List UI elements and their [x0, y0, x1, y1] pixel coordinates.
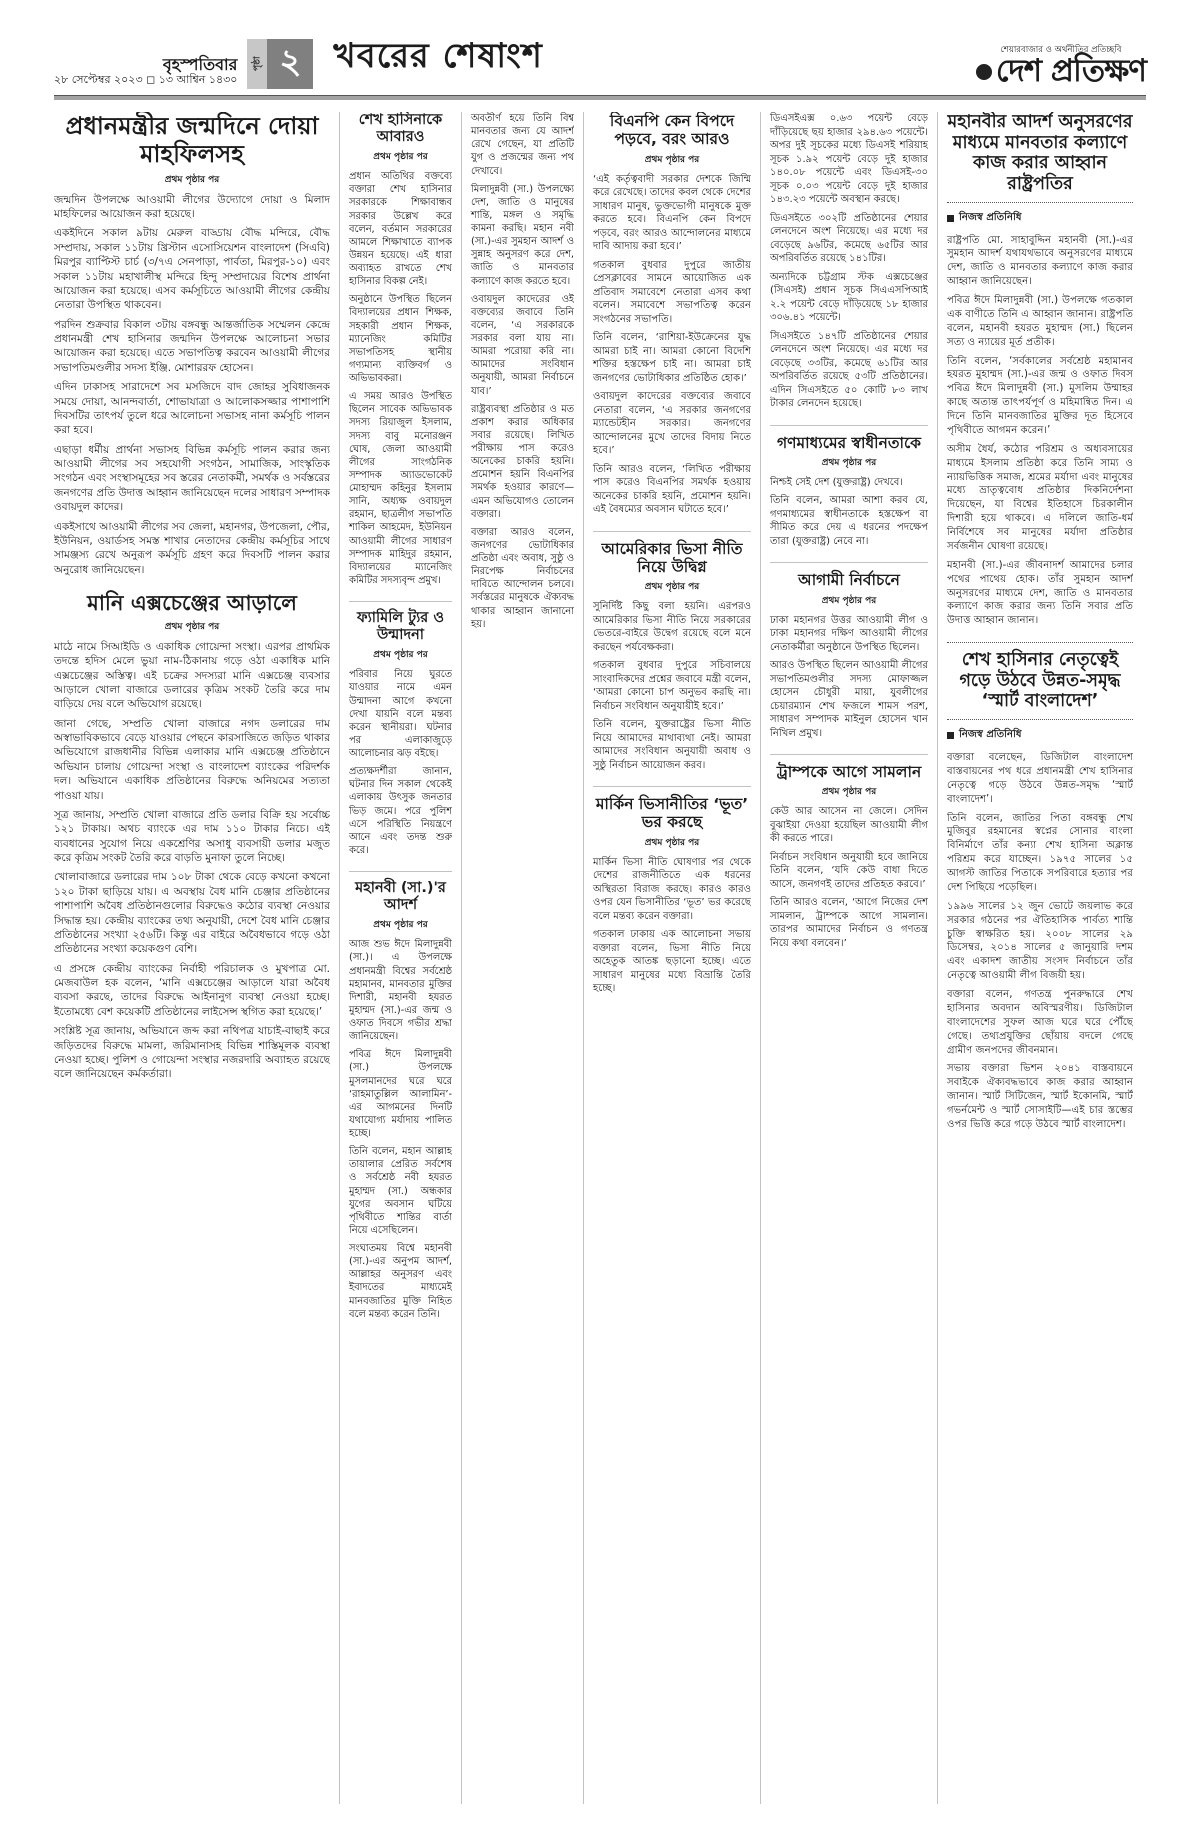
article-paragraph: বক্তারা আরও বলেন, জনগণের ভোটাধিকার প্রতিষ্ঠা এবং অবাধ, সুষ্ঠু ও নিরপেক্ষ নির্বাচনের দাবিতে আন্দোলন চলবে। সর্বস্তরের মানুষকে ঐক্যবদ্ধ থাকার আহ্বান জানানো হয়।	[471, 526, 574, 630]
article-paragraph: তিনি বলেন, যুক্তরাষ্ট্রের ভিসা নীতি নিয়ে আমাদের মাথাব্যথা নেই। আমরা আমাদের সংবিধান অনুযায়ী অবাধ ও সুষ্ঠু নির্বাচন আয়োজন করব।	[593, 719, 751, 771]
article-paragraph: এ সময় আরও উপস্থিত ছিলেন সাবেক অভিভাবক সদস্য রিয়াজুল ইসলাম, সদস্য বাবু মনোরঞ্জন ঘোষ, জেলা আওয়ামী লীগের সাংগঠনিক সম্পাদক অ্যাডভোকেট মোহাম্মদ কহিনুর ইসলাম সানি, অধ্যক্ষ ওবায়দুল রহমান, ছাত্রলীগ সভাপতি শাকিল আহমেদ, ইউনিয়ন আওয়ামী লীগের সাধারণ সম্পাদক মাহিদুর রহমান, বিদ্যালয়ের ম্যানেজিং কমিটির সদস্যবৃন্দ প্রমুখ।	[349, 391, 452, 586]
byline-text: নিজস্ব প্রতিনিধি	[959, 729, 1022, 741]
article-divider	[770, 562, 928, 563]
article-headline: শেখ হাসিনাকে আবারও	[358, 112, 443, 146]
article-headline: মানি এক্সচেঞ্জের আড়ালে	[87, 591, 297, 615]
column-5	[760, 112, 928, 1804]
article-smart-bangladesh	[947, 650, 1133, 1132]
article-paragraph: তিনি আরও বলেন, ‘লিখিত পরীক্ষায় পাস করেও বিএনপির সমর্থক হওয়ায় অনেকের চাকরি হয়নি, প্রমোশন হয়নি। এই বৈষম্যের অবসান ঘটাতে হবে।’	[593, 463, 751, 516]
article-paragraph: খোলাবাজারে ডলারের দাম ১০৮ টাকা থেকে বেড়ে কখনো কখনো ১২০ টাকা ছাড়িয়ে যায়। এ অবস্থায় বৈধ মানি চেঞ্জার প্রতিষ্ঠানের পাশাপাশি অবৈধ প্রতিষ্ঠানগুলোর বিরুদ্ধেও কঠোর ব্যবস্থা নেওয়ার সিদ্ধান্ত হয়। কেন্দ্রীয় ব্যাংকের তথ্য অনুযায়ী, দেশে বৈধ মানি চেঞ্জার প্রতিষ্ঠানের সংখ্যা ২৫৬টি। কিন্তু এর বাইরে অবৈধভাবে গড়ে ওঠা প্রতিষ্ঠানের সংখ্যা কয়েকগুণ বেশি।	[54, 871, 330, 956]
article-paragraph: পবিত্র ঈদে মিলাদুন্নবী (সা.) উপলক্ষে মুসলমানদের ঘরে ঘরে ‘রাহমাতুল্লিল আলামিন’-এর আগমনের দিনটি যথাযোগ্য মর্যাদায় পালিত হচ্ছে।	[349, 1049, 452, 1140]
article-paragraph: ১৯৯৬ সালের ১২ জুন ভোটে জয়লাভ করে সরকার গঠনের পর ঐতিহাসিক পার্বত্য শান্তি চুক্তি স্বাক্ষরিত হয়। ২০০৮ সালের ২৯ ডিসেম্বর, ২০১৪ সালের ৫ জানুয়ারি দশম এবং একাদশ জাতীয় সংসদ নির্বাচনে তাঁর নেতৃত্বে আওয়ামী লীগ বিজয়ী হয়।	[947, 900, 1133, 982]
article-headline: ফ্যামিলি ট্যুর ও উন্মাদনা	[356, 610, 444, 644]
byline-row	[947, 210, 1133, 227]
page-header	[54, 30, 1146, 89]
article-paragraph: জানা গেছে, সম্প্রতি খোলা বাজারে নগদ ডলারের দাম অস্বাভাবিকভাবে বেড়ে যাওয়ার পেছনে কারসাজিতে জড়িত থাকার অভিযোগে রাজধানীর বিভিন্ন এলাকার মানি এক্সচেঞ্জ প্রতিষ্ঠানে অভিযান চালায় গোয়েন্দা সংস্থা ও বাংলাদেশ ব্যাংকের পরিদর্শক দল। অভিযানে একাধিক প্রতিষ্ঠানের বিরুদ্ধে অনিয়মের সত্যতা পাওয়া যায়।	[54, 717, 330, 802]
dotted-rule	[947, 719, 1133, 720]
continued-from-front: প্রথম পৃষ্ঠার পর	[821, 457, 877, 468]
byline-text: নিজস্ব প্রতিনিধি	[959, 211, 1022, 223]
article-paragraph: গতকাল ঢাকায় এক আলোচনা সভায় বক্তারা বলেন, ভিসা নীতি নিয়ে অহেতুক আতঙ্ক ছড়ানো হচ্ছে। এতে সাধারণ মানুষের মধ্যে বিভ্রান্তি তৈরি হচ্ছে।	[593, 929, 751, 995]
article-pm-birthday	[54, 112, 330, 577]
article-divider	[349, 601, 452, 602]
article-paragraph: এ প্রসঙ্গে কেন্দ্রীয় ব্যাংকের নির্বাহী পরিচালক ও মুখপাত্র মো. মেজবাউল হক বলেন, ‘মানি এক্সচেঞ্জের আড়ালে যারা অবৈধ ব্যবসা করছে, তাদের বিরুদ্ধে আইনানুগ ব্যবস্থা নেওয়া হচ্ছে। ইতোমধ্যে বেশ কয়েকটি প্রতিষ্ঠানের লাইসেন্স স্থগিত করা হয়েছে।’	[54, 962, 330, 1018]
article-headline: গণমাধ্যমের স্বাধীনতাকে	[776, 433, 922, 452]
weekday: বৃহস্পতিবার	[162, 54, 238, 74]
article-paragraph: তিনি বলেন, জাতির পিতা বঙ্গবন্ধু শেখ মুজিবুর রহমানের স্বপ্নের সোনার বাংলা বিনির্মাণে তাঁর কন্যা শেখ হাসিনা অক্লান্ত পরিশ্রম করে যাচ্ছেন। ১৯৭৫ সালের ১৫ আগস্ট জাতির পিতাকে সপরিবারে হত্যার পর দেশ পিছিয়ে পড়েছিল।	[947, 812, 1133, 893]
column-2	[339, 112, 452, 1804]
article-visa-ghost	[593, 795, 751, 996]
header-rule	[54, 95, 1146, 100]
article-paragraph: নির্বাচন সংবিধান অনুযায়ী হবে জানিয়ে তিনি বলেন, ‘যদি কেউ বাধা দিতে আসে, জনগণই তাদের প্রতিহত করবে।’	[770, 851, 928, 890]
article-headline: বিএনপি কেন বিপদে পড়বে, বরং আরও	[609, 112, 735, 149]
article-paragraph: ওবায়দুল কাদেরের বক্তব্যের জবাবে নেতারা বলেন, ‘এ সরকার জনগণের ম্যান্ডেটহীন সরকার। জনগণের আন্দোলনের মুখে তাদের বিদায় নিতে হবে।’	[593, 391, 751, 457]
continued-from-front: প্রথম পৃষ্ঠার পর	[373, 152, 428, 163]
article-paragraph: কেউ আর আসেন না জেলে। সেদিন বুঝাইয়া দেওয়া হয়েছিল আওয়ামী লীগ কী করতে পারে।	[770, 806, 928, 845]
content-columns	[54, 112, 1146, 1804]
article-paragraph: সূত্র জানায়, সম্প্রতি খোলা বাজারে প্রতি ডলার বিক্রি হয় সর্বোচ্চ ১২১ টাকায়। অথচ ব্যাংকে এর দাম ১১০ টাকার নিচে। এই ব্যবধানের সুযোগ নিয়ে একশ্রেণির অসাধু ব্যবসায়ী ডলার মজুত করে কৃত্রিম সংকট তৈরি করে বাড়তি মুনাফা তুলে নিচ্ছে।	[54, 808, 330, 865]
article-paragraph: তিনি বলেন, ‘রাশিয়া-ইউক্রেনের যুদ্ধ আমরা চাই না। আমরা কোনো বিদেশি শক্তির হস্তক্ষেপ চাই না। আমরা চাই জনগণের ভোটাধিকার প্রতিষ্ঠিত হোক।’	[593, 332, 751, 384]
page-label: পৃষ্ঠা	[247, 39, 267, 89]
article-bnp-danger	[593, 112, 751, 517]
article-paragraph: সংশ্লিষ্ট সূত্র জানায়, অভিযানে জব্দ করা নথিপত্র যাচাই-বাছাই করে জড়িতদের বিরুদ্ধে মামলা, জরিমানাসহ বিভিন্ন শাস্তিমূলক ব্যবস্থা নেওয়া হচ্ছে। পুলিশ ও গোয়েন্দা সংস্থার নজরদারি অব্যাহত রয়েছে বলে জানিয়েছেন কর্মকর্তারা।	[54, 1025, 330, 1081]
article-divider	[593, 786, 751, 787]
article-divider	[770, 754, 928, 755]
article-paragraph: গতকাল বুধবার দুপুরে জাতীয় প্রেসক্লাবের সামনে আয়োজিত এক প্রতিবাদ সমাবেশে নেতারা এসব কথা বলেন। সমাবেশে সভাপতিত্ব করেন সংগঠনের সভাপতি।	[593, 259, 751, 325]
article-handle-trump	[770, 763, 928, 950]
continued-from-front: প্রথম পৃষ্ঠার পর	[373, 650, 428, 661]
column-3	[461, 112, 574, 1804]
continued-from-front: প্রথম পৃষ্ঠার পর	[164, 174, 220, 185]
article-next-election	[770, 571, 928, 740]
article-paragraph: গতকাল বুধবার দুপুরে সচিবালয়ে সাংবাদিকদের প্রশ্নের জবাবে মন্ত্রী বলেন, ‘আমরা কোনো চাপ অনুভব করছি না। নির্বাচন সংবিধান অনুযায়ীই হবে।’	[593, 660, 751, 712]
continued-from-front: প্রথম পৃষ্ঠার পর	[644, 582, 700, 593]
continuation-text-block	[471, 112, 574, 631]
article-paragraph: অবতীর্ণ হয়ে তিনি বিশ্ব মানবতার জন্য যে আদর্শ রেখে গেছেন, যা প্রতিটি যুগ ও প্রজন্মের জন্য পথ দেখাবে।	[471, 113, 574, 177]
article-headline: প্রধানমন্ত্রীর জন্মদিনে দোয়া মাহফিলসহ	[65, 112, 319, 169]
article-paragraph: তিনি বলেন, মহান আল্লাহ তায়ালার প্রেরিত সর্বশেষ ও সর্বশ্রেষ্ঠ নবী হযরত মুহাম্মদ (সা.) অন্ধকার যুগের অবসান ঘটিয়ে পৃথিবীতে শান্তির বার্তা নিয়ে এসেছিলেন।	[349, 1146, 452, 1236]
article-paragraph: সভায় বক্তারা ভিশন ২০৪১ বাস্তবায়নে সবাইকে ঐক্যবদ্ধভাবে কাজ করার আহ্বান জানান। স্মার্ট সিটিজেন, স্মার্ট ইকোনমি, স্মার্ট গভর্নমেন্ট ও স্মার্ট সোসাইটি—এই চার স্তম্ভের ওপর ভিত্তি করে গড়ে উঠবে স্মার্ট বাংলাদেশ।	[947, 1063, 1133, 1130]
column-6	[937, 112, 1133, 1804]
continued-from-front: প্রথম পৃষ্ঠার পর	[821, 595, 877, 606]
article-paragraph: সুনির্দিষ্ট কিছু বলা হয়নি। এরপরও আমেরিকার ভিসা নীতি নিয়ে সরকারের ভেতরে-বাইরে উদ্বেগ রয়েছে বলে মনে করছেন পর্যবেক্ষকরা।	[593, 601, 751, 653]
article-paragraph: রাষ্ট্রপতি মো. সাহাবুদ্দিন মহানবী (সা.)-এর সুমহান আদর্শ যথাযথভাবে অনুসরণের মাধ্যমে দেশ, জাতি ও মানবতার কল্যাণে কাজ করার আহ্বান জানিয়েছেন।	[947, 234, 1133, 288]
article-paragraph: ‘এই কর্তৃত্ববাদী সরকার দেশকে জিম্মি করে রেখেছে। তাদের কবল থেকে দেশের সাধারণ মানুষ, ভুক্তভোগী মানুষকে মুক্ত করতে হবে। বিএনপি কেন বিপদে পড়বে, বরং আরও আন্দোলনের মাধ্যমে দাবি আদায় করা হবে।’	[593, 173, 751, 253]
article-paragraph: এদিন ঢাকাসহ সারাদেশে সব মসজিদে বাদ জোহর সুবিধাজনক সময়ে দোয়া, আনন্দবার্তা, শোভাযাত্রা ও আলোকসজ্জার পাশাপাশি দিবসটির তাৎপর্য তুলে ধরে আলোচনা সভাসহ নানা কর্মসূচি পালন করা হবে।	[54, 381, 330, 437]
article-paragraph: ঢাকা মহানগর উত্তর আওয়ামী লীগ ও ঢাকা মহানগর দক্ষিণ আওয়ামী লীগের নেতাকর্মীরা অনুষ্ঠানে উপস্থিত ছিলেন।	[770, 614, 928, 653]
byline-row	[947, 727, 1133, 744]
article-president-call	[947, 112, 1133, 628]
continued-from-front: প্রথম পৃষ্ঠার পর	[644, 837, 700, 848]
market-report-continuation	[770, 112, 928, 411]
article-paragraph: তিনি বলেন, ‘সর্বকালের সর্বশ্রেষ্ঠ মহামানব হযরত মুহাম্মদ (সা.)-এর জন্ম ও ওফাত দিবস পবিত্র ঈদে মিলাদুন্নবী (সা.) মুসলিম উম্মাহর কাছে অত্যন্ত তাৎপর্যপূর্ণ ও মহিমান্বিত দিন। এ দিনে তিনি মানবজাতির মুক্তির দূত হিসেবে পৃথিবীতে আগমন করেন।’	[947, 355, 1133, 436]
masthead-title-row	[976, 53, 1146, 89]
article-headline: আগামী নির্বাচনে	[798, 571, 900, 590]
date-line: ২৮ সেপ্টেম্বর ২০২৩ ◻ ১৩ আশ্বিন ১৪৩০	[54, 73, 238, 87]
continued-from-front: প্রথম পৃষ্ঠার পর	[821, 787, 877, 798]
article-prophet-ideal	[349, 880, 452, 1321]
column-4	[583, 112, 751, 1804]
article-headline: মহানবী (সা.)'র আদর্শ	[355, 880, 446, 914]
column-1	[54, 112, 330, 1804]
byline-bullet-icon	[947, 215, 954, 222]
article-paragraph: নিশ্চই সেই দেশ (যুক্তরাষ্ট্র) দেখবে।	[770, 476, 903, 488]
article-headline: মার্কিন ভিসানীতির ‘ভূত’ ভর করছে	[595, 795, 749, 832]
article-paragraph: মার্কিন ভিসা নীতি ঘোষণার পর থেকে দেশের রাজনীতিতে এক ধরনের অস্থিরতা বিরাজ করছে। কারও কারও ওপর যেন ভিসানীতির ‘ভূত’ ভর করেছে বলে মন্তব্য করেন বক্তারা।	[593, 856, 751, 922]
article-paragraph: এছাড়া ধর্মীয় প্রার্থনা সভাসহ বিভিন্ন কর্মসূচি পালন করার জন্য আওয়ামী লীগের সব সহযোগী সংগঠন, সামাজিক, সাংস্কৃতিক সংগঠন এবং সংস্থাসমূহের সব স্তরের নেতাকর্মী, সমর্থক ও সর্বস্তরের জনগণের প্রতি উদাত্ত আহ্বান জানিয়েছেন দলের সাধারণ সম্পাদক ওবায়দুল কাদের।	[54, 443, 330, 514]
article-headline: আমেরিকার ভিসা নীতি নিয়ে উদ্বিগ্ন	[601, 539, 743, 576]
article-headline: ট্রাম্পকে আগে সামলান	[776, 763, 922, 782]
article-paragraph: বক্তারা বলেন, গণতন্ত্র পুনরুদ্ধারে শেখ হাসিনার অবদান অবিস্মরণীয়। ডিজিটাল বাংলাদেশের সুফল আজ ঘরে ঘরে পৌঁছে গেছে। তথ্যপ্রযুক্তির ছোঁয়ায় বদলে গেছে গ্রামীণ জনপদের জীবনমান।	[947, 989, 1133, 1056]
masthead-seal-icon	[976, 64, 992, 80]
article-us-visa-worry	[593, 540, 751, 773]
header-left	[54, 30, 547, 89]
article-paragraph: প্রত্যক্ষদর্শীরা জানান, ঘটনার দিন সকাল থেকেই এলাকায় উৎসুক জনতার ভিড় জমে। পরে পুলিশ এসে পরিস্থিতি নিয়ন্ত্রণে আনে এবং তদন্ত শুরু করে।	[349, 766, 452, 856]
article-paragraph: আজ শুভ ঈদে মিলাদুন্নবী (সা.)। এ উপলক্ষে প্রধানমন্ত্রী বিশ্বের সর্বশ্রেষ্ঠ মহামানব, মানবতার মুক্তির দিশারী, মহানবী হযরত মুহাম্মদ (সা.)-এর জন্ম ও ওফাত দিবসে গভীর শ্রদ্ধা জানিয়েছেন।	[349, 939, 452, 1043]
article-paragraph: প্রধান অতিথির বক্তব্যে বক্তারা শেখ হাসিনার সরকারকে শিক্ষাবান্ধব সরকার উল্লেখ করে বলেন, বর্তমান সরকারের আমলে শিক্ষাখাতে ব্যাপক উন্নয়ন হয়েছে। এই ধারা অব্যাহত রাখতে শেখ হাসিনার বিকল্প নেই।	[349, 171, 452, 288]
continued-from-front: প্রথম পৃষ্ঠার পর	[373, 920, 428, 931]
article-paragraph: মিলাদুন্নবী (সা.) উপলক্ষ্যে দেশ, জাতি ও মানুষের শান্তি, মঙ্গল ও সমৃদ্ধি কামনা করছি। মহান নবী (সা.)-এর সুমহান আদর্শ ও সুন্নাহ অনুসরণ করে দেশ, জাতি ও মানবতার কল্যাণে কাজ করতে হবে।	[471, 183, 574, 287]
article-paragraph: পবিত্র ঈদে মিলাদুন্নবী (সা.) উপলক্ষে গতকাল এক বাণীতে তিনি এ আহ্বান জানান। রাষ্ট্রপতি বলেন, মহানবী হযরত মুহাম্মদ (সা.) ছিলেন সত্য ও ন্যায়ের মূর্ত প্রতীক।	[947, 295, 1133, 348]
article-sheikh-hasina-again	[349, 112, 452, 587]
article-divider	[349, 871, 452, 872]
page-number: ২	[267, 39, 313, 89]
article-headline: মহানবীর আদর্শ অনুসরণের মাধ্যমে মানবতার কল্যাণে কাজ করার আহ্বান রাষ্ট্রপতির	[947, 112, 1133, 194]
article-paragraph: ডিএসইতে ৩০২টি প্রতিষ্ঠানের শেয়ার লেনদেনে অংশ নিয়েছে। এর মধ্যে দর বেড়েছে ৯৬টির, কমেছে ৬৫টির আর অপরিবর্তিত রয়েছে ১৪১টির।	[770, 212, 928, 264]
article-paragraph: তিনি আরও বলেন, ‘আগে নিজের দেশ সামলান, ট্রাম্পকে আগে সামলান। তারপর আমাদের নির্বাচন ও গণতন্ত্র নিয়ে কথা বলবেন।’	[770, 897, 928, 949]
dotted-rule	[947, 642, 1133, 643]
article-paragraph: অনুষ্ঠানে উপস্থিত ছিলেন বিদ্যালয়ের প্রধান শিক্ষক, সহকারী প্রধান শিক্ষক, ম্যানেজিং কমিটির সভাপতিসহ স্থানীয় গণ্যমান্য ব্যক্তিবর্গ ও অভিভাবকরা।	[349, 294, 452, 385]
article-paragraph: ওবায়দুল কাদেরের ওই বক্তব্যের জবাবে তিনি বলেন, ‘এ সরকারকে সরকার বলা যায় না। আমরা পরোয়া করি না। আমাদের সংবিধান অনুযায়ী, আমরা নির্বাচনে যাব।’	[471, 293, 574, 397]
article-paragraph: পরিবার নিয়ে ঘুরতে যাওয়ার নামে এমন উন্মাদনা আগে কখনো দেখা যায়নি বলে মন্তব্য করেন স্থানীয়রা। ঘটনার পর এলাকাজুড়ে আলোচনার ঝড় বইছে।	[349, 669, 452, 760]
article-paragraph: বক্তারা বলেছেন, ডিজিটাল বাংলাদেশ বাস্তবায়নের পথ ধরে প্রধানমন্ত্রী শেখ হাসিনার নেতৃত্বে গড়ে উঠবে উন্নত-সমৃদ্ধ ‘স্মার্ট বাংলাদেশ’।	[947, 752, 1133, 805]
dotted-rule	[947, 202, 1133, 203]
article-paragraph: মাঠে নামে সিআইডি ও একাধিক গোয়েন্দা সংস্থা। এরপর প্রাথমিক তদন্তে হদিস মেলে ভুয়া নাম-ঠিকানায় গড়ে ওঠা একাধিক মানি এক্সচেঞ্জের অস্তিত্ব। এই চক্রের সদস্যরা মানি এক্সচেঞ্জ ব্যবসার আড়ালে খোলা বাজারে ডলারের কৃত্রিম সংকট তৈরি করে দাম বাড়িয়ে দেয় বলে অভিযোগ রয়েছে।	[54, 640, 330, 711]
article-paragraph: ডিএসইএক্স ০.৬৩ পয়েন্ট বেড়ে দাঁড়িয়েছে ছয় হাজার ২৯৪.৬৩ পয়েন্টে। অপর দুই সূচকের মধ্যে ডিএসই শরিয়াহ সূচক ১.৯২ পয়েন্ট বেড়ে দুই হাজার ১৪০.০৮ পয়েন্টে এবং ডিএসই-৩০ সূচক ০.০৩ পয়েন্ট বেড়ে দুই হাজার ১৪৩.২৩ পয়েন্টে অবস্থান করছে।	[770, 113, 928, 205]
article-paragraph: সিএসইতে ১৪৭টি প্রতিষ্ঠানের শেয়ার লেনদেনে অংশ নিয়েছে। এর মধ্যে দর বেড়েছে ৩৩টির, কমেছে ৬১টির আর অপরিবর্তিত রয়েছে ৫৩টি প্রতিষ্ঠানের। এদিন সিএসইতে ৫০ কোটি ৮৩ লাখ টাকার লেনদেন হয়েছে।	[770, 330, 928, 409]
article-paragraph: তিনি বলেন, আমরা আশা করব যে, গণমাধ্যমের স্বাধীনতাকে হস্তক্ষেপ বা সীমিত করে দেয় এ ধরনের পদক্ষেপ তারা (যুক্তরাষ্ট্র) নেবে না।	[770, 495, 928, 547]
article-money-exchange	[54, 591, 330, 1082]
article-divider	[770, 425, 928, 426]
continued-from-front: প্রথম পৃষ্ঠার পর	[644, 154, 700, 165]
article-paragraph: সংঘাতময় বিশ্বে মহানবী (সা.)-এর অনুপম আদর্শ, আল্লাহর অনুসরণ এবং ইবাদতের মাধ্যমেই মানবজাতির মুক্তি নিহিত বলে মন্তব্য করেন তিনি।	[349, 1243, 452, 1320]
article-paragraph: একইসাথে আওয়ামী লীগের সব জেলা, মহানগর, উপজেলা, পৌর, ইউনিয়ন, ওয়ার্ডসহ সমস্ত শাখার নেতাদের কেন্দ্রীয় কর্মসূচির সাথে সামঞ্জস্য রেখে অনুরূপ কর্মসূচি গ্রহণ করে দিবসটি পালন করার অনুরোধ জানিয়েছেন।	[54, 520, 330, 576]
article-paragraph: একইদিনে সকাল ৯টায় মেরুল বাড্ডায় বৌদ্ধ মন্দিরে, বৌদ্ধ সম্প্রদায়, সকাল ১১টায় খ্রিস্টান এসোসিয়েশন বাংলাদেশ (সিএবি) মিরপুর ব্যাপ্টিস্ট চার্চ (৩/৭এ সেনপাড়া, পার্বতা, মিরপুর-১০) এবং সকাল ১১টায় মহাখালীস্থ মন্দিরে হিন্দু সম্প্রদায়ের বিশেষ প্রার্থনা আয়োজন করা হয়েছে। এসব কর্মসূচিতে আওয়ামী লীগের কেন্দ্রীয় নেতারা উপস্থিত থাকবেন।	[54, 227, 330, 312]
masthead-title: দেশ প্রতিক্ষণ	[995, 53, 1146, 89]
continued-from-front: প্রথম পৃষ্ঠার পর	[164, 621, 220, 632]
section-title: খবরের শেষাংশ	[333, 36, 543, 76]
article-press-freedom	[770, 434, 928, 549]
article-paragraph: অসীম ধৈর্য, কঠোর পরিশ্রম ও অধ্যবসায়ের মাধ্যমে ইসলাম প্রতিষ্ঠা করে তিনি সাম্য ও ন্যায়ভিত্তিক সমাজ, শ্রমের মর্যাদা এবং মানুষের মধ্যে ভ্রাতৃত্ববোধ প্রতিষ্ঠার দিকনির্দেশনা দিয়েছেন, যা বিশ্বের ইতিহাসে চিরকালীন দিশারী হয়ে থাকবে। এ দলিলে জাতি-ধর্ম নির্বিশেষে সব মানুষের মর্যাদা প্রতিষ্ঠার সর্বজনীন ঘোষণা রয়েছে।	[947, 443, 1133, 552]
article-paragraph: জন্মদিন উপলক্ষে আওয়ামী লীগের উদ্যোগে দোয়া ও মিলাদ মাহফিলের আয়োজন করা হয়েছে।	[54, 193, 330, 220]
masthead-tagline: শেয়ারবাজার ও অর্থনীতির প্রতিচ্ছবি	[1000, 44, 1122, 55]
byline-bullet-icon	[947, 732, 954, 739]
article-paragraph: রাষ্ট্রব্যবস্থা প্রতিষ্ঠার ও মত প্রকাশ করার অধিকার সবার রয়েছে। লিখিত পরীক্ষায় পাস করেও অনেকের চাকরি হয়নি। প্রমোশন হয়নি বিএনপির সমর্থক হওয়ার কারণে—এমন অভিযোগও তোলেন বক্তারা।	[471, 403, 574, 520]
article-family-tour	[349, 610, 452, 857]
date-block	[54, 56, 237, 89]
article-paragraph: অন্যদিকে চট্টগ্রাম স্টক এক্সচেঞ্জের (সিএসই) প্রধান সূচক সিএএসপিআই ২.২ পয়েন্ট বেড়ে দাঁড়িয়েছে ১৮ হাজার ৩০৬.৪১ পয়েন্টে।	[770, 271, 928, 323]
article-paragraph: মহানবী (সা.)-এর জীবনাদর্শ আমাদের চলার পথের পাথেয় হোক। তাঁর সুমহান আদর্শ অনুসরণের মাধ্যমে দেশ, জাতি ও মানবতার কল্যাণে কাজ করার জন্য তিনি সবার প্রতি উদাত্ত আহ্বান জানান।	[947, 559, 1133, 627]
article-paragraph: পরদিন শুক্রবার বিকাল ৩টায় বঙ্গবন্ধু আন্তর্জাতিক সম্মেলন কেন্দ্রে প্রধানমন্ত্রী শেখ হাসিনার জন্মদিন উপলক্ষে আলোচনা সভার আয়োজন করা হয়েছে। এতে সভাপতিত্ব করবেন আওয়ামী লীগের সভাপতিমণ্ডলীর সদস্য ইঞ্জি. মোশাররফ হোসেন।	[54, 318, 330, 374]
masthead	[976, 46, 1146, 90]
article-divider	[593, 531, 751, 532]
article-headline: শেখ হাসিনার নেতৃত্বেই গড়ে উঠবে উন্নত-সমৃদ্ধ ‘স্মার্ট বাংলাদেশ’	[959, 650, 1121, 712]
page-number-badge	[247, 39, 313, 89]
article-paragraph: আরও উপস্থিত ছিলেন আওয়ামী লীগের সভাপতিমণ্ডলীর সদস্য মোফাজ্জল হোসেন চৌধুরী মায়া, যুবলীগের চেয়ারম্যান শেখ ফজলে শামস পরশ, সাধারণ সম্পাদক মাইনুল হোসেন খান নিখিল প্রমুখ।	[770, 660, 928, 739]
